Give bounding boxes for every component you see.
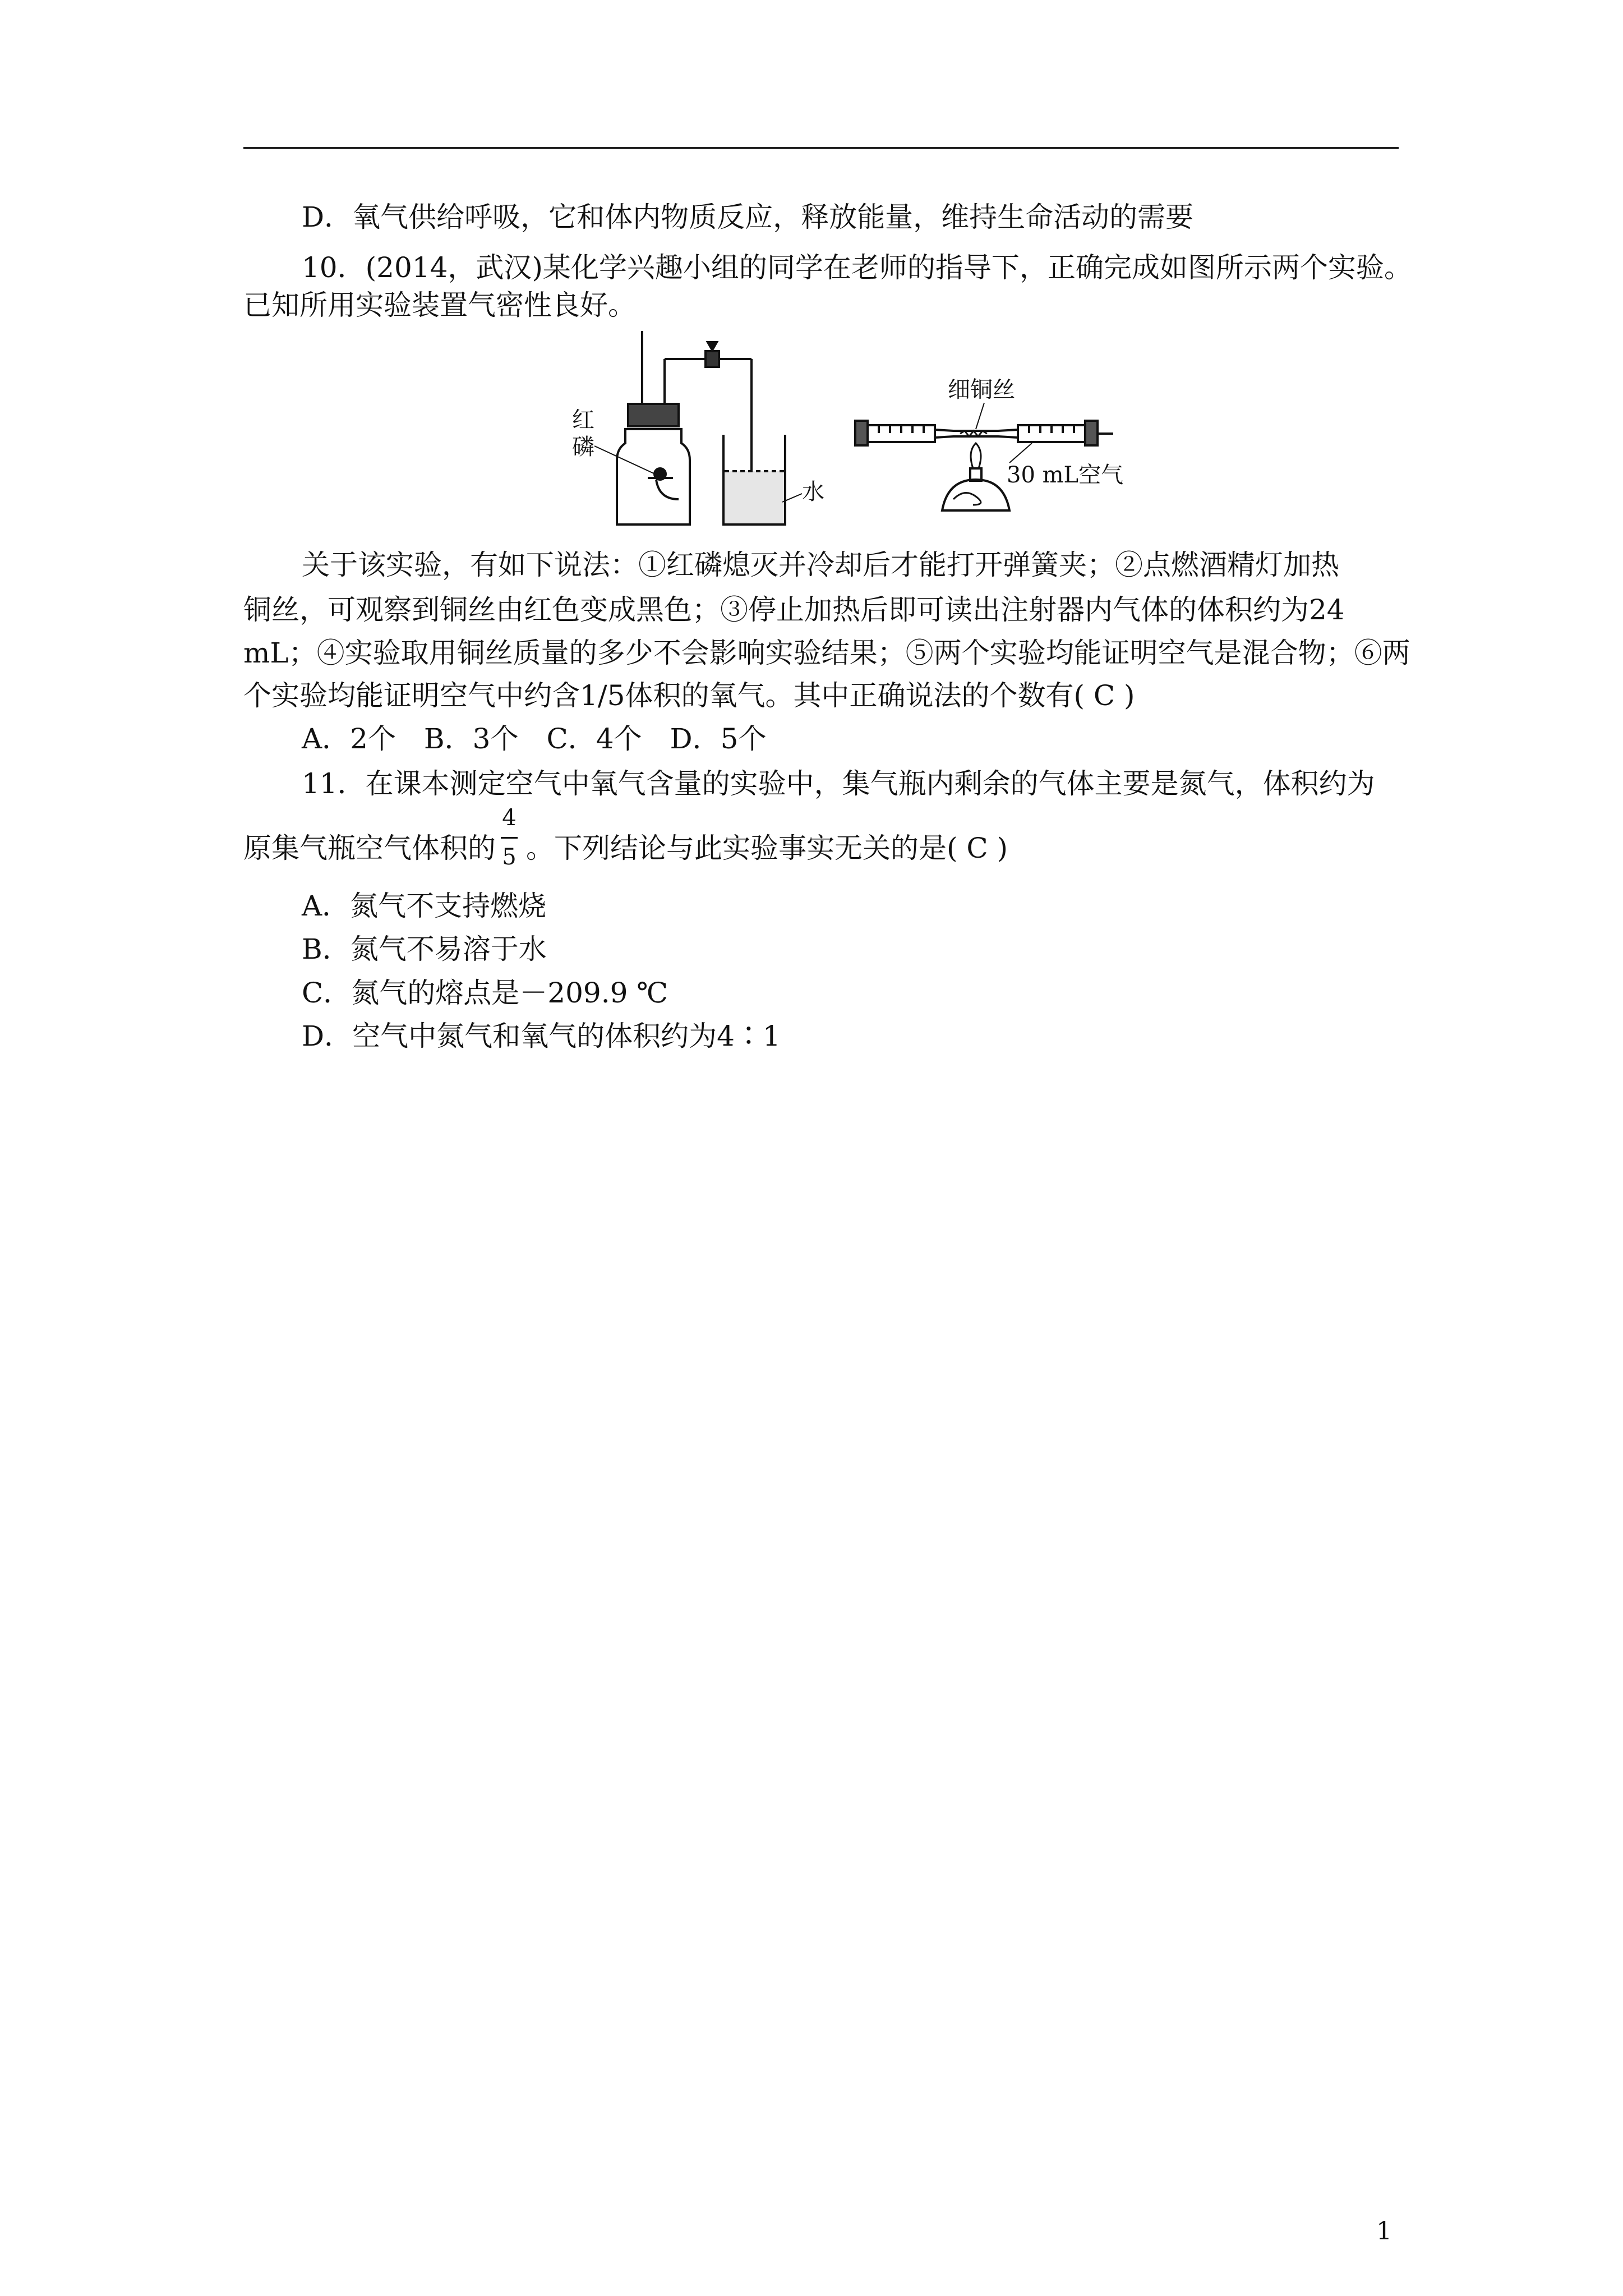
air-pointer bbox=[1009, 443, 1032, 463]
label-phosphorus: 磷 bbox=[572, 434, 594, 460]
fraction-denominator: 5 bbox=[502, 844, 517, 870]
label-water: 水 bbox=[802, 479, 824, 505]
q10-stem-line1: 10．(2014，武汉)某化学兴趣小组的同学在老师的指导下，正确完成如图所示两个实验。 bbox=[302, 251, 1412, 284]
q11-option-a: A．氮气不支持燃烧 bbox=[302, 890, 547, 922]
q10-options: A．2个 B．3个 C．4个 D．5个 bbox=[302, 723, 767, 755]
q10-stem-line2: 已知所用实验装置气密性良好。 bbox=[243, 289, 636, 321]
q10-statements-line4: 个实验均能证明空气中约含1/5体积的氧气。其中正确说法的个数有( C ) bbox=[243, 679, 1135, 712]
label-red: 红 bbox=[572, 407, 594, 433]
fraction-numerator: 4 bbox=[502, 805, 517, 831]
header-rule bbox=[243, 147, 1399, 149]
label-30ml-air: 30 mL空气 bbox=[1007, 462, 1124, 488]
q11-option-d: D．空气中氮气和氧气的体积约为4∶1 bbox=[302, 1020, 781, 1052]
q10-statements-line1: 关于该实验，有如下说法：①红磷熄灭并冷却后才能打开弹簧夹；②点燃酒精灯加热 bbox=[302, 549, 1339, 581]
q11-stem-line1: 11．在课本测定空气中氧气含量的实验中，集气瓶内剩余的气体主要是氮气，体积约为 bbox=[302, 767, 1375, 800]
q10-statements-line3: mL；④实验取用铜丝质量的多少不会影响实验结果；⑤两个实验均能证明空气是混合物；⑥两 bbox=[243, 637, 1410, 669]
q11-option-c: C．氮气的熔点是－209.9 ℃ bbox=[302, 977, 668, 1009]
copper-pointer bbox=[976, 403, 984, 429]
fraction-bar bbox=[501, 837, 518, 839]
phosphorus-pointer bbox=[594, 446, 655, 474]
label-copper-wire: 细铜丝 bbox=[948, 377, 1015, 403]
q11-stem-line2-start: 原集气瓶空气体积的 bbox=[243, 832, 496, 864]
q9-option-d: D．氧气供给呼吸，它和体内物质反应，释放能量，维持生命活动的需要 bbox=[302, 201, 1194, 233]
page-number: 1 bbox=[1376, 2217, 1392, 2246]
beaker bbox=[723, 435, 785, 524]
q11-option-b: B．氮气不易溶于水 bbox=[302, 933, 547, 965]
experiment-figure bbox=[561, 331, 1127, 533]
q11-stem-line2-end: 。下列结论与此实验事实无关的是( C ) bbox=[526, 832, 1008, 864]
q10-statements-line2: 铜丝，可观察到铜丝由红色变成黑色；③停止加热后即可读出注射器内气体的体积约为24 bbox=[243, 593, 1345, 626]
